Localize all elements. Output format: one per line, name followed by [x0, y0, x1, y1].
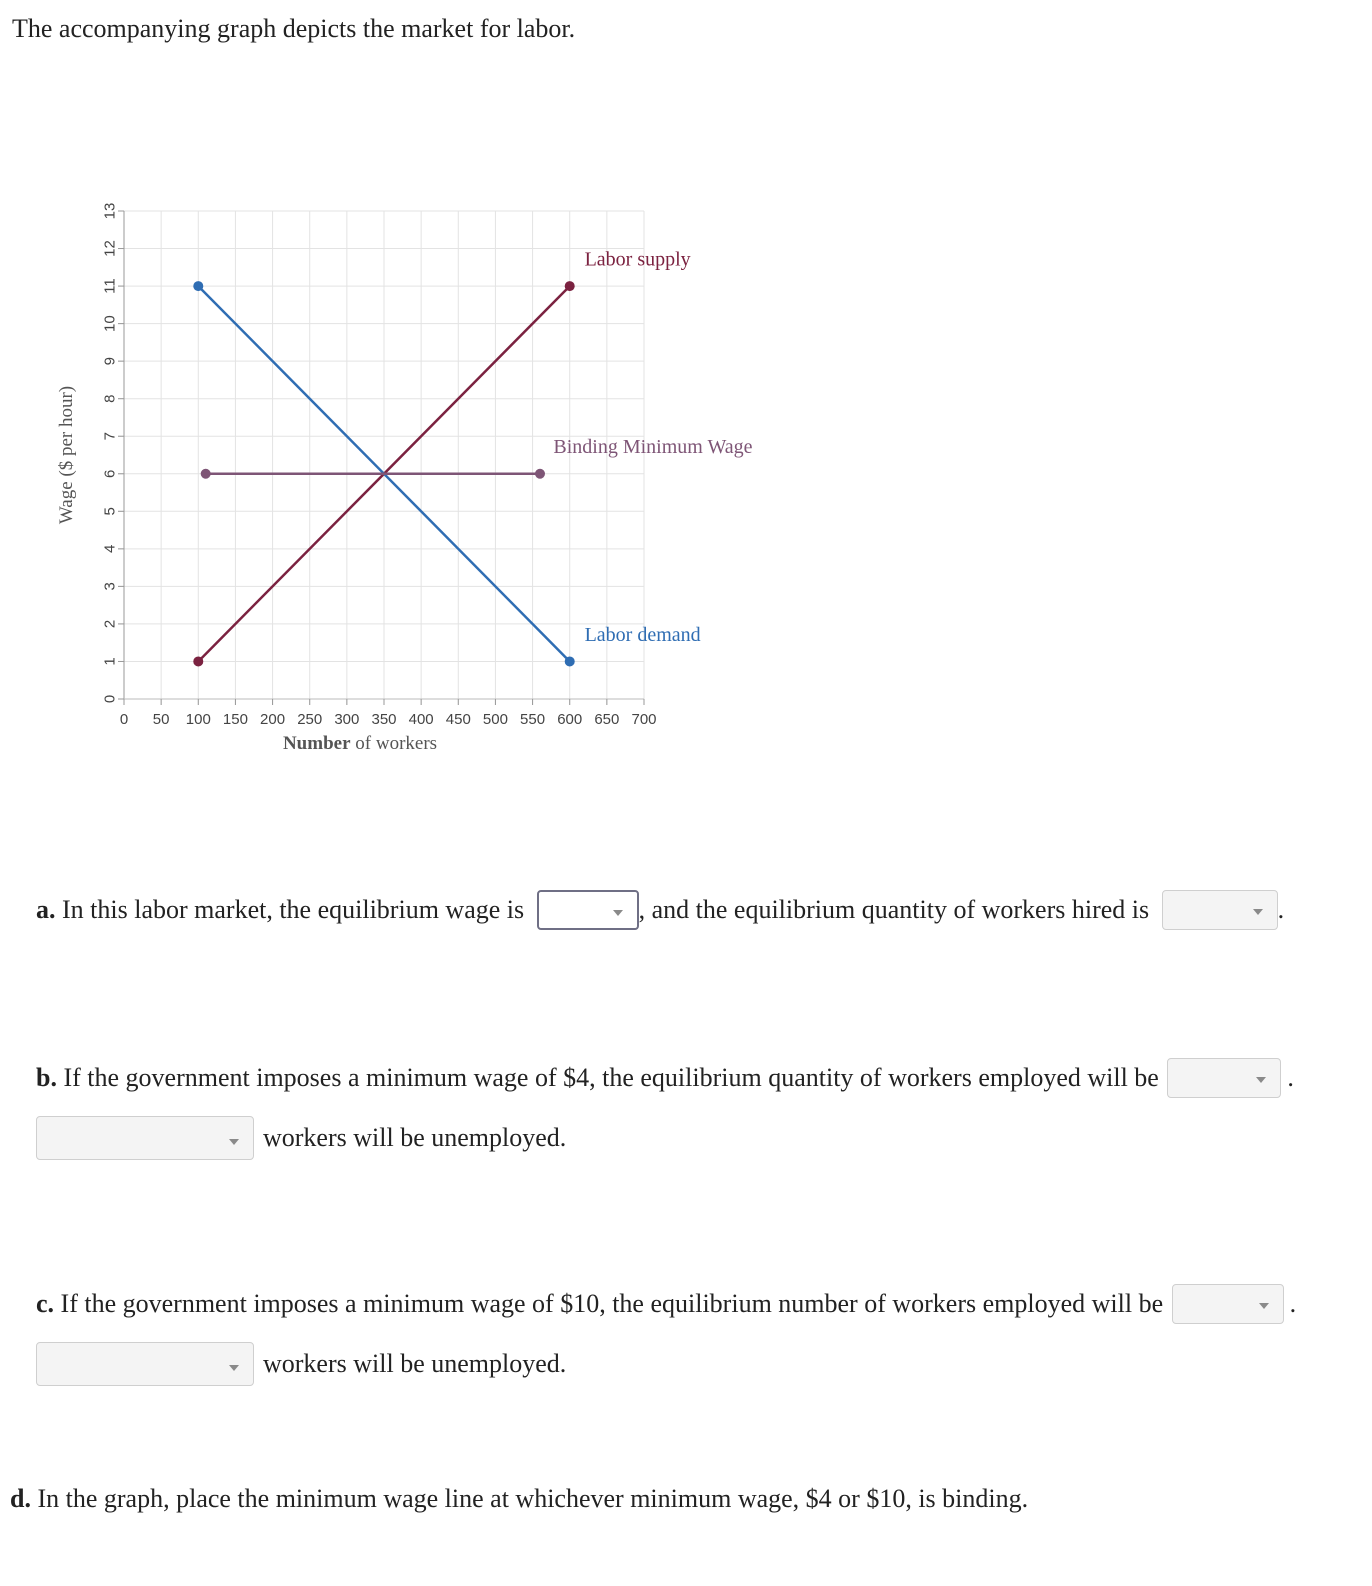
intro-text: The accompanying graph depicts the market for labor.	[12, 14, 576, 43]
binding-minimum-wage-point	[535, 469, 545, 479]
y-tick-label: 3	[101, 582, 119, 591]
x-tick-label: 400	[408, 711, 434, 728]
x-tick-label: 550	[520, 711, 546, 728]
y-tick-label: 0	[101, 694, 119, 704]
question-b-end: .	[1287, 1063, 1294, 1092]
y-tick-label: 10	[101, 315, 119, 332]
labor-supply-point	[193, 656, 203, 666]
question-a	[36, 890, 1284, 930]
chevron-down-icon	[229, 1365, 239, 1371]
x-tick-label: 250	[297, 711, 323, 728]
question-d-text1: In the graph, place the minimum wage line at whichever minimum wage, $4 or $10, is binding.	[30, 1484, 1029, 1513]
y-tick-label: 8	[101, 394, 119, 403]
question-b-line2	[36, 1116, 566, 1160]
x-tick-label: 500	[482, 711, 508, 728]
chevron-down-icon	[1259, 1303, 1269, 1309]
x-tick-label: 300	[334, 711, 360, 728]
y-tick-label: 13	[101, 202, 119, 220]
equilibrium-wage-dropdown[interactable]	[537, 890, 639, 930]
question-c	[36, 1284, 1296, 1324]
x-axis-title-bold: Number	[282, 733, 351, 754]
x-axis-ticks	[120, 699, 657, 728]
y-tick-label: 11	[101, 278, 119, 294]
labor-demand-point	[193, 281, 203, 291]
y-tick-label: 1	[101, 657, 119, 666]
question-a-end: .	[1277, 895, 1285, 924]
y-tick-label: 6	[101, 469, 119, 478]
x-tick-label: 50	[152, 711, 170, 728]
x-tick-label: 200	[260, 711, 286, 728]
x-tick-label: 100	[185, 711, 211, 728]
question-a-text1: In this labor market, the equilibrium wage is	[55, 895, 531, 924]
min-wage-10-unemployed-dropdown[interactable]	[36, 1342, 254, 1386]
x-tick-label: 0	[119, 711, 129, 728]
x-tick-label: 650	[594, 711, 620, 728]
y-tick-label: 7	[101, 432, 119, 441]
question-c-text2: workers will be unemployed.	[263, 1349, 567, 1378]
question-d	[10, 1484, 1028, 1514]
question-c-line2	[36, 1342, 566, 1386]
labor-supply-label: Labor supply	[584, 248, 691, 271]
y-tick-label: 2	[101, 619, 119, 629]
min-wage-10-employed-dropdown[interactable]	[1172, 1284, 1284, 1324]
x-tick-label: 350	[371, 711, 397, 728]
x-tick-label: 450	[445, 711, 471, 728]
y-tick-label: 4	[101, 544, 119, 554]
y-tick-label: 9	[101, 356, 119, 366]
y-tick-label: 5	[101, 507, 119, 516]
x-tick-label: 600	[557, 711, 583, 728]
question-c-letter: c.	[36, 1289, 55, 1318]
x-axis-title-rest: of workers	[350, 733, 438, 754]
binding-minimum-wage-label: Binding Minimum Wage	[553, 436, 753, 459]
chevron-down-icon	[613, 910, 623, 916]
question-b-letter: b.	[36, 1063, 57, 1092]
binding-minimum-wage-point	[201, 469, 211, 479]
min-wage-4-employed-dropdown[interactable]	[1167, 1058, 1281, 1098]
question-b-text2: workers will be unemployed.	[263, 1123, 567, 1152]
question-c-end: .	[1289, 1289, 1297, 1318]
labor-demand-point	[565, 656, 575, 666]
x-tick-label: 700	[631, 711, 657, 728]
chevron-down-icon	[229, 1139, 239, 1145]
question-b	[36, 1058, 1294, 1098]
question-d-letter: d.	[10, 1484, 31, 1513]
labor-demand-label: Labor demand	[584, 623, 701, 646]
labor-supply-point	[565, 281, 575, 291]
min-wage-4-unemployed-dropdown[interactable]	[36, 1116, 254, 1160]
question-c-text1: If the government imposes a minimum wage of $10, the equilibrium number of workers employed will be	[54, 1289, 1170, 1318]
y-tick-label: 12	[101, 240, 119, 257]
equilibrium-quantity-dropdown[interactable]	[1162, 890, 1278, 930]
x-axis-title	[283, 733, 437, 754]
chart-series	[193, 248, 752, 666]
question-a-text2: , and the equilibrium quantity of workers hired is	[638, 895, 1156, 924]
y-axis-ticks	[102, 203, 125, 704]
y-axis-title: Wage ($ per hour)	[56, 385, 77, 525]
chevron-down-icon	[1253, 909, 1263, 915]
x-tick-label: 150	[222, 711, 248, 728]
chevron-down-icon	[1256, 1077, 1266, 1083]
question-b-text1: If the government imposes a minimum wage of $4, the equilibrium quantity of workers employed will be	[56, 1063, 1166, 1092]
question-a-letter: a.	[36, 895, 56, 924]
labor-market-chart[interactable]	[0, 180, 800, 760]
